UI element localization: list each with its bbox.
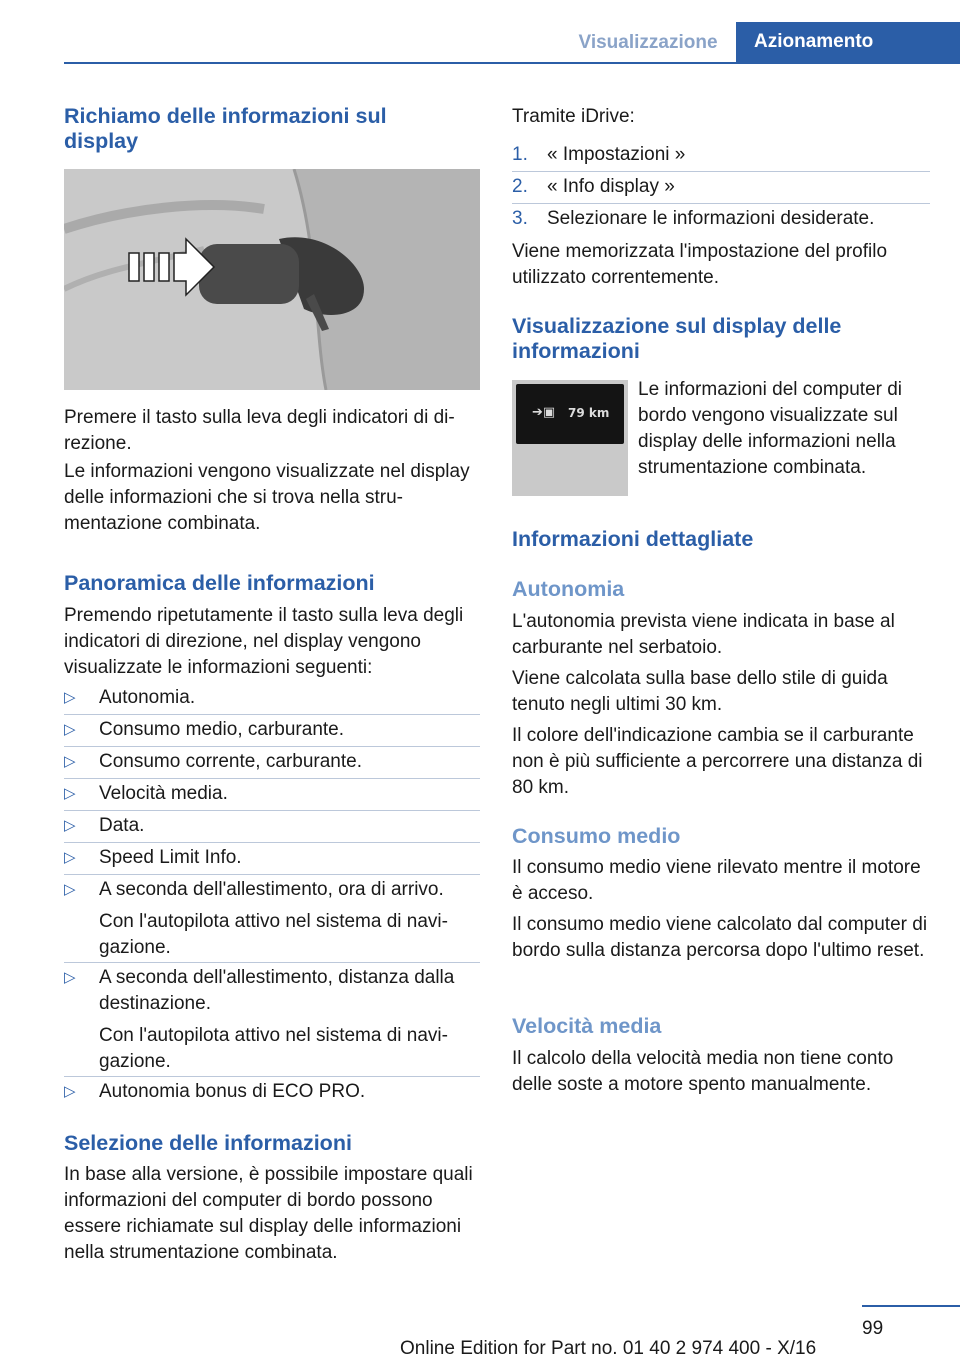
triangle-bullet-icon: ▷ — [64, 689, 76, 706]
divider — [512, 171, 930, 172]
divider — [64, 874, 480, 875]
list-item: ▷ Consumo corrente, carburante. — [64, 749, 480, 775]
list-item: ▷ A seconda dell'allestimento, ora di arrivo. — [64, 877, 480, 903]
divider — [64, 1076, 480, 1077]
divider — [64, 714, 480, 715]
para-in-base-alla-versione: In base alla versione, è possibile impostare quali informazioni del computer di bordo possono essere richiamate sul display delle informazioni nella strumentazione combinata. — [64, 1164, 473, 1263]
triangle-bullet-icon: ▷ — [64, 785, 76, 802]
divider — [64, 810, 480, 811]
triangle-bullet-icon: ▷ — [64, 721, 76, 738]
para-premere: Premere il tasto sulla leva degli indicatori di direzione. — [64, 407, 455, 454]
list-item: ▷ Data. — [64, 813, 480, 839]
list-item: ▷ Autonomia. — [64, 685, 480, 711]
triangle-bullet-icon: ▷ — [64, 1083, 76, 1100]
heading-panoramica: Panoramica delle informazioni — [64, 571, 375, 595]
heading-informazioni-dettagliate: Informazioni dettagliate — [512, 527, 754, 551]
para-premendo: Premendo ripetutamente il tasto sulla leva degli indicatori di direzione, nel display vengono visualizzate le informazioni seguenti: — [64, 605, 464, 678]
para-informazioni-visualizzate: Le informazioni vengono visualizzate nel display delle informazioni che si trova nella strumentazione combinata. — [64, 461, 470, 534]
list-item: ▷ Consumo medio, carburante. — [64, 717, 480, 743]
para-informazioni-computer: Le informazioni del computer di bordo vengono visualizzate sul display delle informazioni nella strumentazione combinata. — [638, 379, 903, 478]
para-calcolata-stile: Viene calcolata sulla base dello stile di guida tenuto negli ultimi 30 km. — [512, 668, 888, 715]
para-viene-memorizzata: Viene memorizzata l'impostazione del profilo utilizzato correntemente. — [512, 241, 888, 288]
triangle-bullet-icon: ▷ — [64, 817, 76, 834]
list-item-note: Con l'autopilota attivo nel sistema di navigazione. — [99, 911, 448, 958]
list-item: ▷ Speed Limit Info. — [64, 845, 480, 871]
step-item: 2. « Info display » — [512, 176, 675, 197]
range-icon: ➔▣ — [532, 404, 556, 419]
triangle-bullet-icon: ▷ — [64, 969, 76, 986]
triangle-bullet-icon: ▷ — [64, 881, 76, 898]
page-number: 99 — [862, 1318, 884, 1339]
divider — [64, 746, 480, 747]
tab-azionamento[interactable]: Azionamento — [736, 22, 960, 64]
heading-visualizzazione-display: Visualizzazione sul display delle informazioni — [512, 314, 842, 363]
subheading-consumo-medio: Consumo medio — [512, 824, 681, 848]
subheading-autonomia: Autonomia — [512, 577, 625, 601]
heading-richiamo: Richiamo delle informazioni sul display — [64, 104, 387, 153]
divider — [64, 778, 480, 779]
list-item: ▷ Velocità media. — [64, 781, 480, 807]
edition-note: Online Edition for Part no. 01 40 2 974 400 - X/16 — [400, 1338, 817, 1359]
list-item-note: Con l'autopilota attivo nel sistema di navigazione. — [99, 1025, 448, 1072]
display-screen — [516, 384, 624, 444]
heading-selezione: Selezione delle informazioni — [64, 1131, 352, 1155]
turn-signal-lever-illustration — [64, 169, 480, 390]
para-calcolo-velocita: Il calcolo della velocità media non tiene conto delle soste a motore spento manualmente. — [512, 1048, 894, 1095]
divider — [64, 962, 480, 963]
triangle-bullet-icon: ▷ — [64, 753, 76, 770]
divider — [64, 842, 480, 843]
tab-visualizzazione[interactable]: Visualizzazione — [578, 32, 718, 53]
step-item: 3. Selezionare le informazioni desiderate. — [512, 208, 875, 229]
divider — [512, 203, 930, 204]
triangle-bullet-icon: ▷ — [64, 849, 76, 866]
para-consumo-calcolato: Il consumo medio viene calcolato dal computer di bordo sulla distanza percorsa dopo l'ultimo reset. — [512, 914, 928, 961]
display-range-value: 79 km — [568, 406, 610, 420]
para-tramite-idrive: Tramite iDrive: — [512, 106, 635, 127]
display-illustration — [512, 380, 628, 496]
para-consumo-rilevato: Il consumo medio viene rilevato mentre il motore è acceso. — [512, 857, 921, 904]
list-item: ▷ Autonomia bonus di ECO PRO. — [64, 1079, 480, 1105]
step-item: 1. « Impostazioni » — [512, 144, 686, 165]
para-colore-indicazione: Il colore dell'indicazione cambia se il carburante non è più sufficiente a percorrere una distanza di 80 km. — [512, 725, 923, 798]
para-autonomia-prevista: L'autonomia prevista viene indicata in base al carburante nel serbatoio. — [512, 611, 895, 658]
list-item: ▷ A seconda dell'allestimento, distanza dalla destinazione. — [64, 967, 455, 1014]
footer-rule — [862, 1305, 960, 1307]
subheading-velocita-media: Velocità media — [512, 1014, 662, 1038]
